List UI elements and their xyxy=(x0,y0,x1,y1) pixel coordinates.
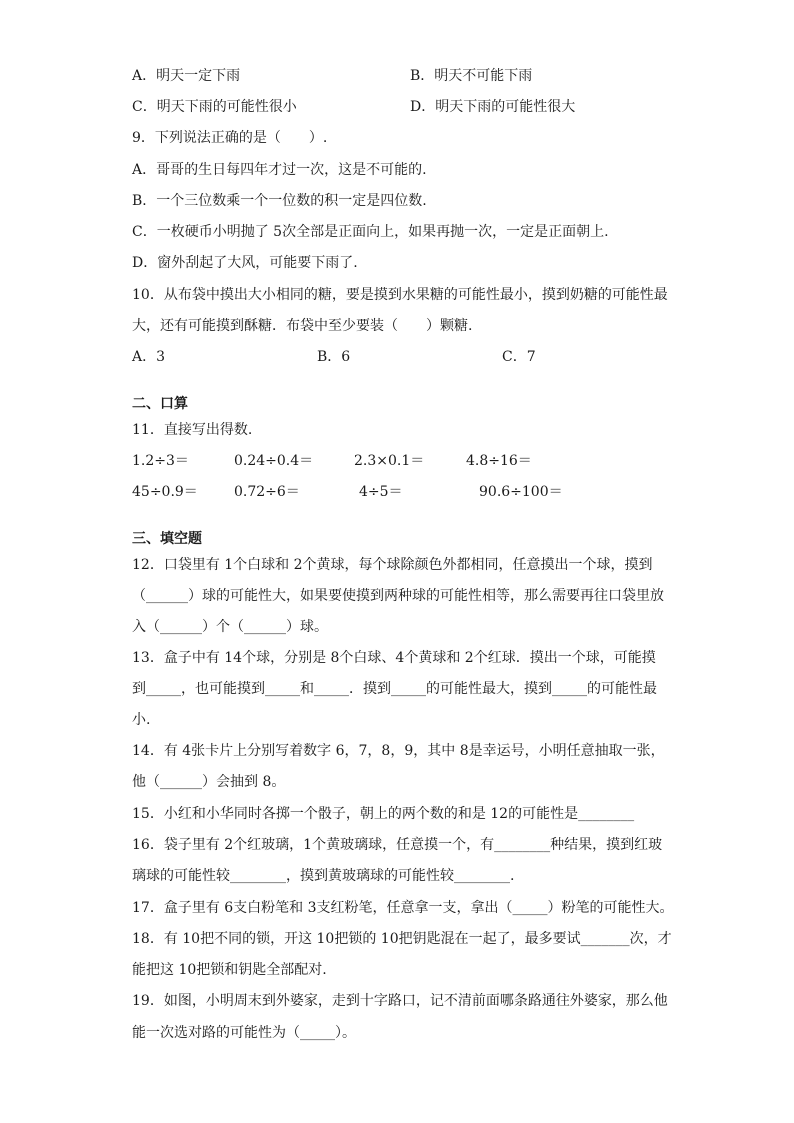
q19-line1: 19．如图，小明周末到外婆家，走到十字路口，记不清前面哪条路通往外婆家，那么他 xyxy=(132,993,668,1009)
q15-line1: 15．小红和小华同时各掷一个骰子，朝上的两个数的和是 12的可能性是________ xyxy=(132,806,635,822)
section2-title: 二、口算 xyxy=(132,396,188,412)
q13-line2: 到_____，也可能摸到_____和_____．摸到_____的可能性最大，摸到_____的可能性最 xyxy=(132,681,657,697)
q8-option-b: B．明天不可能下雨 xyxy=(410,68,533,84)
q9-option-c: C．一枚硬币小明抛了 5次全部是正面向上，如果再抛一次，一定是正面朝上. xyxy=(132,224,609,240)
q9-option-d: D．窗外刮起了大风，可能要下雨了. xyxy=(132,255,358,271)
calc-item: 2.3×0.1＝ xyxy=(354,453,425,469)
q12-line1: 12．口袋里有 1个白球和 2个黄球，每个球除颜色外都相同，任意摸出一个球，摸到 xyxy=(132,557,653,573)
section3-title: 三、填空题 xyxy=(132,531,202,547)
q18-line1: 18．有 10把不同的锁，开这 10把锁的 10把钥匙混在一起了，最多要试_______次，才 xyxy=(132,931,672,947)
q17-line1: 17．盒子里有 6支白粉笔和 3支红粉笔，任意拿一支，拿出（_____）粉笔的可能性大。 xyxy=(132,900,674,916)
q10-stem-line1: 10．从布袋中摸出大小相同的糖，要是摸到水果糖的可能性最小，摸到奶糖的可能性最 xyxy=(132,287,668,303)
q10-option-c: C．7 xyxy=(502,349,536,365)
q9-option-b: B．一个三位数乘一个一位数的积一定是四位数. xyxy=(132,193,427,209)
q10-option-b: B．6 xyxy=(317,349,351,365)
q13-line1: 13．盒子中有 14个球，分别是 8个白球、4个黄球和 2个红球．摸出一个球，可能摸 xyxy=(132,650,656,666)
calc-item: 90.6÷100＝ xyxy=(479,484,563,500)
q11-stem: 11．直接写出得数. xyxy=(132,422,253,438)
q16-line1: 16．袋子里有 2个红玻璃，1个黄玻璃球，任意摸一个，有________种结果，摸到红玻 xyxy=(132,837,663,853)
q14-line1: 14．有 4张卡片上分别写着数字 6，7，8，9，其中 8是幸运号，小明任意抽取一张， xyxy=(132,743,665,759)
q12-line2: （______）球的可能性大，如果要使摸到两种球的可能性相等，那么需要再往口袋里放 xyxy=(132,588,664,604)
q18-line2: 能把这 10把锁和钥匙全部配对. xyxy=(132,962,327,978)
q8-option-d: D．明天下雨的可能性很大 xyxy=(410,99,576,115)
q9-option-a: A．哥哥的生日每四年才过一次，这是不可能的. xyxy=(132,162,427,178)
calc-item: 4.8÷16＝ xyxy=(466,453,532,469)
q16-line2: 璃球的可能性较________，摸到黄玻璃球的可能性较________. xyxy=(132,868,515,884)
calc-item: 45÷0.9＝ xyxy=(132,484,198,500)
calc-item: 0.24÷0.4＝ xyxy=(234,453,314,469)
q9-stem: 9．下列说法正确的是（ ）. xyxy=(132,130,328,146)
q19-line2: 能一次选对路的可能性为（_____）。 xyxy=(132,1025,356,1041)
calc-item: 0.72÷6＝ xyxy=(234,484,300,500)
q8-option-a: A．明天一定下雨 xyxy=(132,68,241,84)
q10-stem-line2: 大，还有可能摸到酥糖．布袋中至少要装（ ）颗糖. xyxy=(132,318,473,334)
q14-line2: 他（______）会抽到 8。 xyxy=(132,774,286,790)
q8-option-c: C．明天下雨的可能性很小 xyxy=(132,99,297,115)
calc-item: 4÷5＝ xyxy=(359,484,403,500)
q12-line3: 入（______）个（______）球。 xyxy=(132,619,328,635)
q13-line3: 小. xyxy=(132,712,151,728)
q10-option-a: A．3 xyxy=(132,349,166,365)
calc-item: 1.2÷3＝ xyxy=(132,453,189,469)
